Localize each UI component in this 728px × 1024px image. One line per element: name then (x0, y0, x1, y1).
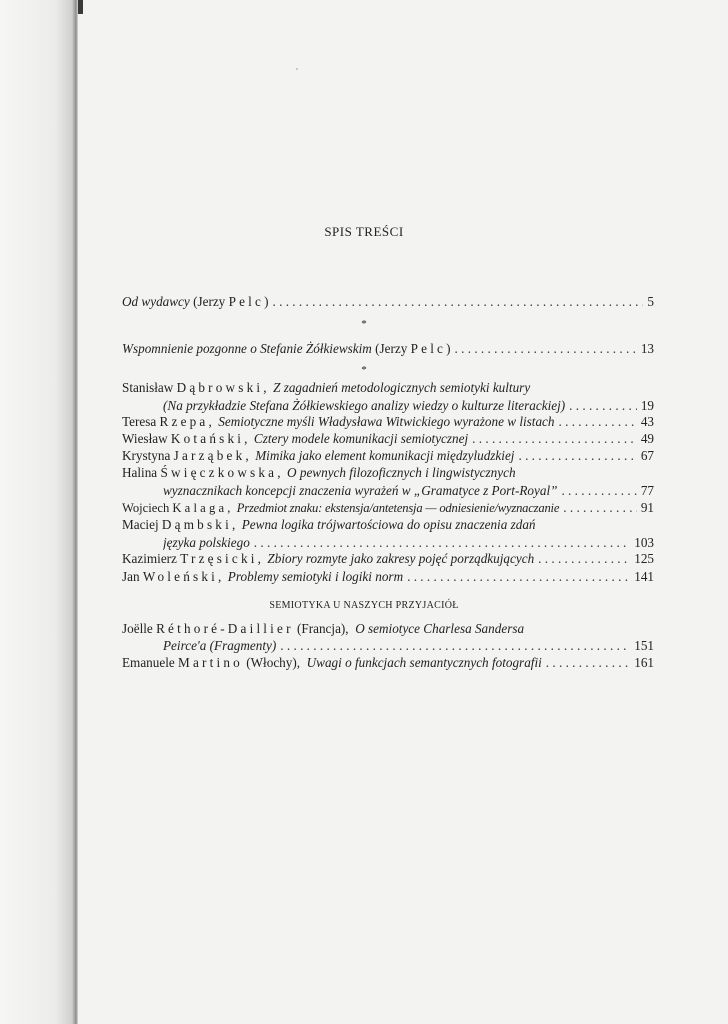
entry-first-name: Wiesław (122, 431, 171, 446)
toc-entry-dambski (122, 517, 654, 535)
entry-author: Kotański, (170, 431, 251, 446)
entry-title: O semiotyce Charlesa Sandersa (355, 621, 525, 636)
entry-title: Zbiory rozmyte jako zakresy pojęć porządkujących (267, 551, 535, 566)
leader-dots (269, 294, 644, 310)
leader-dots (555, 414, 637, 430)
entry-close: ) (264, 294, 269, 309)
page-number: 49 (640, 431, 654, 446)
entry-first-name: Joëlle (122, 621, 157, 636)
entry-author: Trzęsicki, (180, 551, 265, 566)
entry-author: Pelc (228, 294, 265, 309)
leader-dots (276, 638, 630, 654)
entry-country: (Francja), (293, 621, 349, 636)
entry-title: Przedmiot znaku: ekstensja/antetensja — odniesienie/wyznaczanie (236, 501, 560, 515)
leader-dots (565, 398, 637, 414)
entry-author: Święczkowska, (160, 465, 284, 480)
entry-title: języka polskiego (163, 535, 250, 550)
toc-entry-wolenski (122, 569, 654, 587)
entry-country: (Włochy), (242, 655, 301, 670)
toc-entry-wspomnienie (122, 341, 654, 359)
leader-dots (557, 483, 636, 499)
separator-star: * (361, 318, 367, 330)
toc-entry-rzepa (122, 414, 654, 432)
toc-entry-dabrowski (122, 380, 654, 398)
page-number: 151 (634, 638, 654, 653)
page-number: 19 (640, 398, 654, 413)
toc-entry-trzesicki (122, 551, 654, 569)
entry-title: Od wydawcy (122, 294, 190, 309)
page-number: 67 (640, 448, 654, 463)
entry-first-name: Wojciech (122, 501, 173, 515)
entry-first-name: Teresa (122, 414, 160, 429)
page-number: 141 (634, 569, 654, 584)
leader-dots (514, 448, 636, 464)
toc-entry-rethore-daillier (122, 621, 654, 639)
leader-dots (403, 569, 630, 585)
entry-author: Woleński, (142, 569, 225, 584)
page-number: 125 (634, 551, 654, 566)
section-heading: SEMIOTYKA U NASZYCH PRZYJACIÓŁ (269, 600, 459, 611)
entry-first-name: Jan (122, 569, 143, 584)
toc-entry-martino (122, 655, 654, 673)
page-number: 103 (634, 535, 654, 550)
entry-title: (Na przykładzie Stefana Żółkiewskiego analizy wiedzy o kulturze literackiej) (163, 398, 566, 413)
toc-entry-jarzabek (122, 448, 654, 466)
page-number: 161 (634, 655, 654, 670)
entry-author: Rzepa, (159, 414, 215, 429)
entry-author: Pelc (410, 341, 447, 356)
entry-title: Uwagi o funkcjach semantycznych fotografii (306, 655, 542, 670)
entry-first-name: Maciej (122, 517, 162, 532)
toc-entry-od-wydawcy (122, 294, 654, 312)
entry-author: Kalaga, (172, 501, 234, 515)
page-number: 91 (640, 500, 654, 515)
entry-first-name: Stanisław (122, 380, 177, 395)
entry-paren: (Jerzy (189, 294, 229, 309)
entry-title: Wspomnienie pozgonne o Stefanie Żółkiewskim (122, 341, 372, 356)
entry-first-name: Krystyna (122, 448, 174, 463)
entry-author: Dąbrowski, (176, 380, 270, 395)
leader-dots (250, 535, 630, 551)
separator-star: * (361, 364, 367, 376)
page-number: 77 (640, 483, 654, 498)
toc-entry-kalaga (122, 500, 654, 518)
entry-title: Semiotyczne myśli Władysława Witwickiego wyrażone w listach (218, 414, 555, 429)
entry-title: Pewna logika trójwartościowa do opisu znaczenia zdań (241, 517, 536, 532)
toc-entry-rethore-daillier-cont (163, 638, 654, 656)
entry-paren: (Jerzy (371, 341, 411, 356)
entry-title: Cztery modele komunikacji semiotycznej (253, 431, 469, 446)
page-title: SPIS TREŚCI (324, 224, 404, 239)
leader-dots (468, 431, 637, 447)
entry-first-name: Kazimierz (122, 551, 181, 566)
toc-entry-swieczkowska (122, 465, 654, 483)
leader-dots (559, 500, 637, 516)
entry-author: Jarząbek, (173, 448, 252, 463)
entry-title: Peirce'a (Fragmenty) (163, 638, 277, 653)
entry-title: Problemy semiotyki i logiki norm (227, 569, 404, 584)
page-number: 13 (640, 341, 654, 356)
toc-entry-swieczkowska-cont (163, 483, 654, 501)
leader-dots (542, 655, 630, 671)
entry-author: Réthoré-Daillier (156, 621, 294, 636)
entry-title: O pewnych filozoficznych i lingwistycznych (287, 465, 516, 480)
page-number: 43 (640, 414, 654, 429)
entry-title: Mimika jako element komunikacji międzyludzkiej (255, 448, 515, 463)
entry-title: Z zagadnień metodologicznych semiotyki kultury (273, 380, 531, 395)
entry-close: ) (446, 341, 451, 356)
page-number: 5 (647, 294, 654, 309)
entry-first-name: Halina (122, 465, 161, 480)
toc-entry-kotanski (122, 431, 654, 449)
leader-dots (451, 341, 637, 357)
entry-author: Martino (178, 655, 243, 670)
entry-title: wyznacznikach koncepcji znaczenia wyrażeń w „Gramatyce z Port-Royal” (163, 483, 558, 498)
entry-first-name: Emanuele (122, 655, 179, 670)
leader-dots (534, 551, 630, 567)
entry-author: Dąmbski, (161, 517, 239, 532)
